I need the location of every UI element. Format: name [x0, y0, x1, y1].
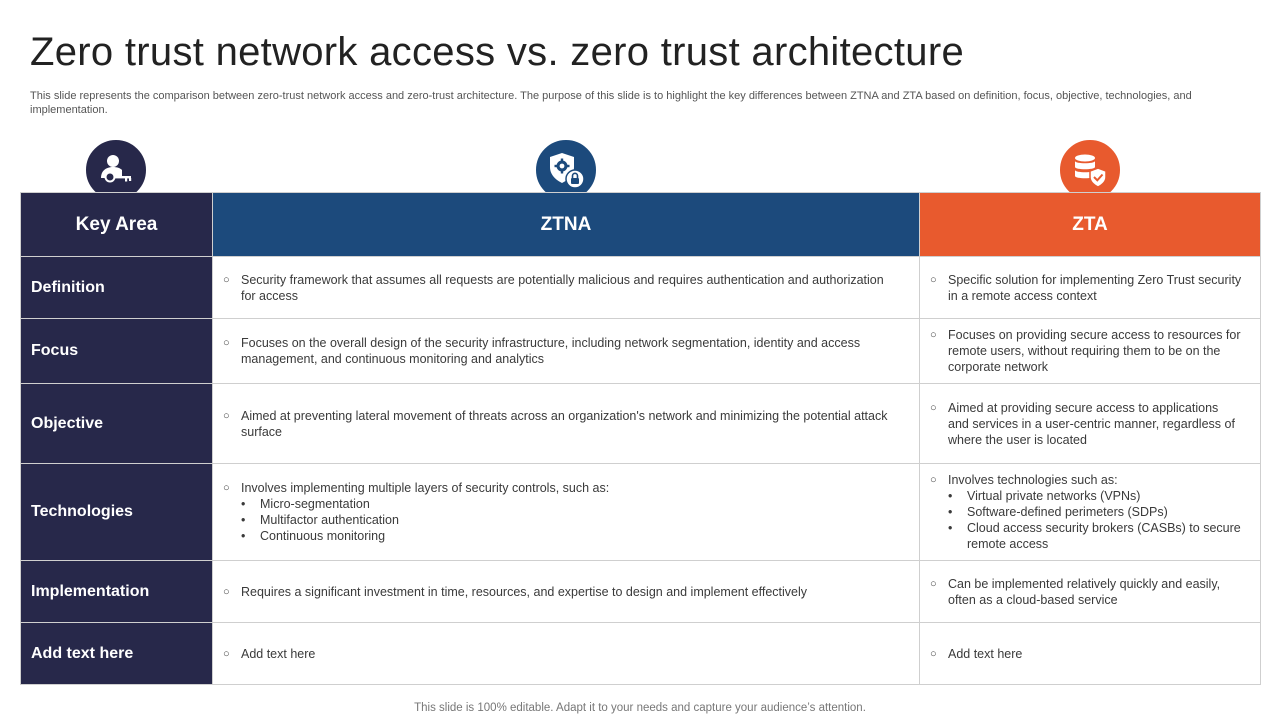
- cell-text: Requires a significant investment in time, resources, and expertise to design and implement effectively: [241, 584, 808, 599]
- circle-bullet-icon: ○: [930, 577, 937, 590]
- row-label-add-text: Add text here: [21, 623, 213, 685]
- circle-bullet-icon: ○: [930, 647, 937, 660]
- circle-bullet-icon: ○: [930, 401, 937, 414]
- slide-subtitle: This slide represents the comparison between zero-trust network access and zero-trust architecture. The purpose of this slide is to highlight the key differences between ZTNA and ZTA based on definition, focus, objective, technologies, and implementation.: [30, 90, 1192, 116]
- cell-text: Involves implementing multiple layers of security controls, such as:: [241, 481, 610, 495]
- cell-text: Add text here: [948, 646, 1023, 661]
- ztna-cell: [213, 623, 920, 685]
- circle-bullet-icon: ○: [930, 474, 937, 486]
- circle-bullet-icon: ○: [223, 647, 230, 660]
- circle-bullet-icon: ○: [223, 337, 230, 349]
- circle-bullet-icon: ○: [223, 482, 230, 494]
- cell-text: Aimed at providing secure access to applications and services in a user-centric manner, regardless of where the user is located: [948, 400, 1235, 447]
- ztna-cell: [213, 319, 920, 384]
- row-label-objective: Objective: [21, 384, 213, 464]
- zta-cell: [920, 257, 1261, 319]
- circle-bullet-icon: ○: [930, 273, 937, 286]
- cell-text: Focuses on providing secure access to resources for remote users, without requiring them to be on the corporate network: [948, 328, 1241, 374]
- ztna-cell: [213, 561, 920, 623]
- list-item: • Continuous monitoring: [241, 529, 386, 543]
- table-row: [21, 319, 1261, 384]
- cell-text: Focuses on the overall design of the security infrastructure, including network segmentation, identity and access management, and continuous monitoring and analytics: [241, 336, 861, 366]
- cell-text: Can be implemented relatively quickly and easily, often as a cloud-based service: [948, 576, 1221, 607]
- row-label-technologies: Technologies: [21, 464, 213, 561]
- zta-cell: [920, 384, 1261, 464]
- list-item: • Multifactor authentication: [241, 513, 399, 527]
- ztna-cell: [213, 464, 920, 561]
- ztna-cell: [213, 384, 920, 464]
- row-label-definition: Definition: [21, 257, 213, 319]
- circle-bullet-icon: ○: [223, 585, 230, 598]
- list-item: • Cloud access security brokers (CASBs) to secure remote access: [948, 521, 1241, 551]
- zta-cell: [920, 319, 1261, 384]
- circle-bullet-icon: ○: [223, 273, 230, 286]
- row-label-focus: Focus: [21, 319, 213, 384]
- circle-bullet-icon: ○: [223, 409, 230, 422]
- header-zta: ZTA: [920, 193, 1261, 257]
- list-item: • Software-defined perimeters (SDPs): [948, 505, 1168, 519]
- comparison-table: [20, 192, 1261, 685]
- cell-text: Specific solution for implementing Zero Trust security in a remote access context: [948, 272, 1242, 303]
- slide-footer: This slide is 100% editable. Adapt it to your needs and capture your audience’s attention.: [414, 702, 866, 714]
- cell-text: Involves technologies such as:: [948, 473, 1118, 487]
- header-ztna: ZTNA: [213, 193, 920, 257]
- slide-title: Zero trust network access vs. zero trust architecture: [30, 30, 964, 74]
- circle-bullet-icon: ○: [930, 329, 937, 341]
- table-row: [21, 464, 1261, 561]
- zta-tech-list: [930, 488, 1242, 552]
- list-item: • Virtual private networks (VPNs): [948, 489, 1141, 503]
- table-row: [21, 384, 1261, 464]
- ztna-tech-list: [223, 496, 901, 544]
- header-key-area: Key Area: [21, 193, 213, 257]
- cell-text: Add text here: [241, 646, 316, 661]
- zta-cell: [920, 623, 1261, 685]
- zta-cell: [920, 561, 1261, 623]
- table-row: [21, 561, 1261, 623]
- cell-text: Security framework that assumes all requests are potentially malicious and requires authentication and authorization for access: [241, 272, 884, 303]
- row-label-implementation: Implementation: [21, 561, 213, 623]
- ztna-cell: [213, 257, 920, 319]
- table-row: [21, 257, 1261, 319]
- zta-cell: [920, 464, 1261, 561]
- table-row: [21, 623, 1261, 685]
- cell-text: Aimed at preventing lateral movement of threats across an organization's network and minimizing the potential attack surface: [241, 408, 888, 439]
- list-item: • Micro-segmentation: [241, 497, 370, 511]
